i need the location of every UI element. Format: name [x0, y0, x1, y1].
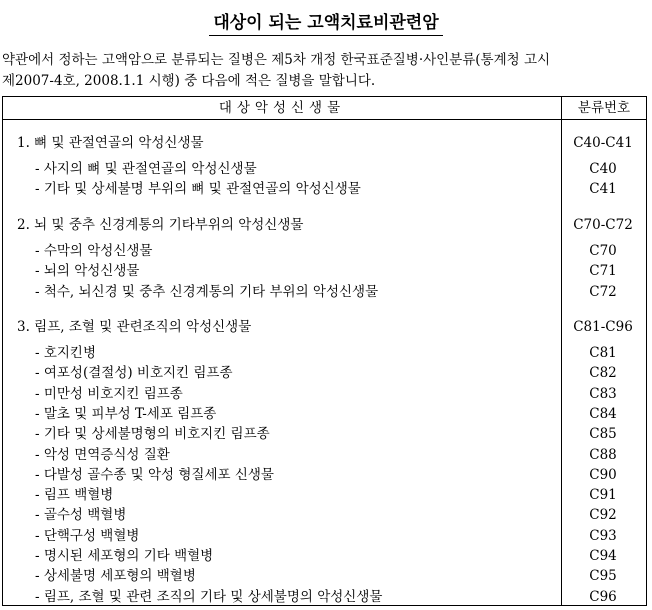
item-label: - 사지의 뼈 및 관절연골의 악성신생물 [35, 161, 257, 177]
item-row [3, 465, 646, 485]
item-label: - 골수성 백혈병 [35, 507, 127, 524]
intro-line-2: 제2007-4호, 2008.1.1 시행) 중 다음에 적은 질병을 말합니다. [2, 73, 376, 89]
item-label: - 림프, 조혈 및 관련 조직의 기타 및 상세불명의 악성신생물 [35, 588, 383, 605]
item-code: C94 [589, 548, 617, 564]
item-code: C81 [589, 345, 617, 361]
item-label: - 림프 백혈병 [35, 487, 114, 504]
item-label: - 단핵구성 백혈병 [35, 527, 140, 544]
item-label: - 악성 면역증식성 질환 [35, 446, 170, 463]
item-code: C41 [589, 181, 617, 198]
group-code: C70-C72 [573, 217, 633, 233]
item-label: - 상세불명 세포형의 백혈병 [35, 568, 196, 585]
group-label: 2. 뇌 및 중추 신경계통의 기타부위의 악성신생물 [17, 217, 304, 233]
cancer-classification-table [2, 96, 647, 606]
item-label: - 기타 및 상세불명 부위의 뼈 및 관절연골의 악성신생물 [35, 181, 361, 198]
group-code: C81-C96 [573, 319, 633, 335]
item-row [3, 587, 646, 607]
item-label: - 다발성 골수종 및 악성 형질세포 신생물 [35, 466, 274, 483]
document-title [0, 8, 652, 36]
item-code: C84 [589, 405, 617, 422]
item-row [3, 485, 646, 505]
intro-line-1: 약관에서 정하는 고액암으로 분류되는 질병은 제5차 개정 한국표준질병·사인분류(통계청 고시 [2, 52, 551, 68]
item-code: C91 [589, 487, 617, 504]
item-code: C82 [589, 365, 617, 382]
item-code: C40 [589, 161, 617, 177]
item-label: - 명시된 세포형의 기타 백혈병 [35, 548, 214, 564]
item-code: C95 [589, 568, 617, 585]
item-code: C72 [589, 283, 617, 300]
item-label: - 뇌의 악성신생물 [35, 263, 140, 280]
item-code: C70 [589, 243, 617, 259]
document-title-text: 대상이 되는 고액치료비관련암 [209, 8, 442, 36]
item-row [3, 343, 646, 363]
header-disease-name: 대상악성신생물 [218, 100, 346, 116]
item-code: C93 [589, 527, 617, 544]
item-row [3, 424, 646, 444]
item-row [3, 363, 646, 383]
intro-paragraph [2, 50, 650, 92]
item-code: C90 [589, 466, 617, 483]
item-row [3, 261, 646, 281]
item-code: C92 [589, 507, 617, 524]
item-label: - 척수, 뇌신경 및 중추 신경계통의 기타 부위의 악성신생물 [35, 283, 379, 300]
item-row [3, 404, 646, 424]
item-label: - 수막의 악성신생물 [35, 243, 153, 259]
item-label: - 미만성 비호지킨 림프종 [35, 385, 183, 402]
item-label: - 말초 및 피부성 T-세포 림프종 [35, 405, 217, 422]
item-row [3, 282, 646, 302]
group-row [3, 215, 646, 235]
item-code: C71 [589, 263, 617, 280]
item-row [3, 526, 646, 546]
item-row [3, 179, 646, 199]
item-row [3, 445, 646, 465]
item-label: - 여포성(결절성) 비호지킨 림프종 [35, 365, 233, 382]
item-label: - 기타 및 상세불명형의 비호지킨 림프종 [35, 426, 270, 443]
item-row [3, 159, 646, 179]
group-code: C40-C41 [573, 135, 633, 151]
item-code: C85 [589, 426, 617, 443]
item-row [3, 566, 646, 586]
item-code: C96 [589, 588, 617, 605]
item-row [3, 241, 646, 261]
group-row [3, 133, 646, 153]
group-row [3, 317, 646, 337]
header-classification-code: 분류번호 [577, 100, 631, 116]
header-divider [3, 119, 646, 120]
item-label: - 호지킨병 [35, 345, 97, 361]
group-label: 3. 림프, 조혈 및 관련조직의 악성신생물 [17, 319, 252, 335]
item-code: C83 [589, 385, 617, 402]
item-row [3, 384, 646, 404]
item-row [3, 546, 646, 566]
item-row [3, 505, 646, 525]
group-label: 1. 뼈 및 관절연골의 악성신생물 [17, 135, 204, 151]
item-code: C88 [589, 446, 617, 463]
